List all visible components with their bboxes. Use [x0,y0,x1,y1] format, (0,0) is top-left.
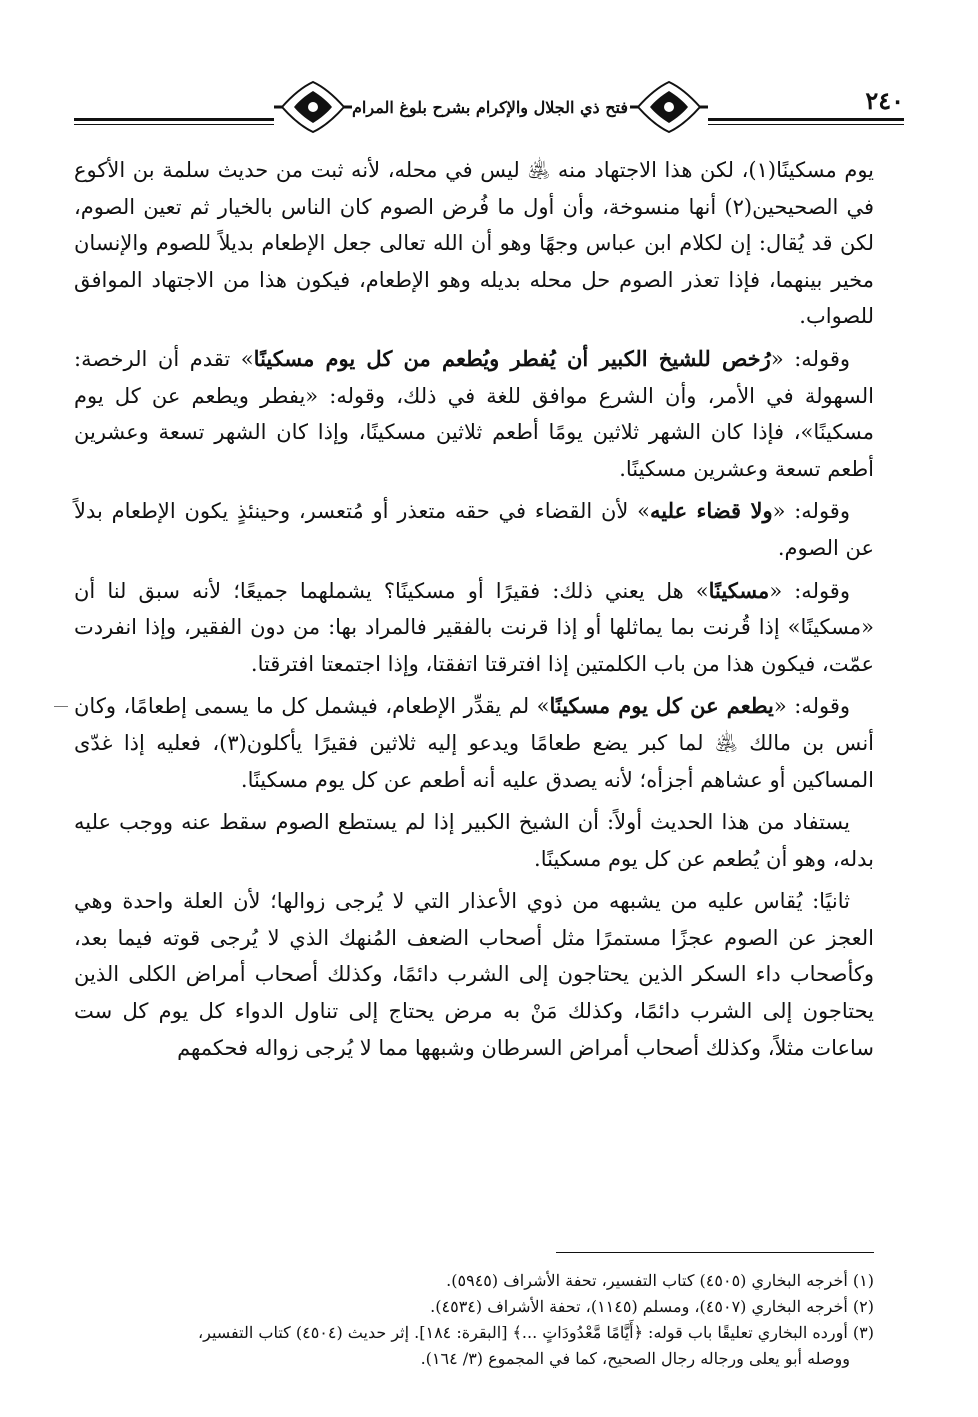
running-title: فتح ذي الجلال والإكرام بشرح بلوغ المرام [352,98,628,117]
ornament-right-icon [630,78,708,136]
header-rule-left-thin [74,124,274,125]
paragraph-5 [74,688,874,798]
footnote-2: (٢) أخرجه البخاري (٤٥٠٧)، ومسلم (١١٤٥)، تحفة الأشراف (٤٥٣٤). [430,1297,874,1316]
footnote-separator [556,1252,874,1253]
page-number: ٢٤٠ [865,86,904,115]
paragraph-3 [74,493,874,566]
footnote-3-continuation: ووصله أبو يعلى ورجاله رجال الصحيح، كما في المجموع (٣/ ١٦٤). [420,1349,850,1368]
paragraph-7: ثانيًا: يُقاس عليه من يشبهه من ذوي الأعذار التي لا يُرجى زوالها؛ لأن العلة واحدة وهي العجز عن الصوم عجزًا مستمرًا مثل أصحاب الضعف المُنهك الذي لا يُرجى قوته فيما بعد، وكأصحاب داء السكر الذين يحتاجون إلى الشرب دائمًا، وكذلك أصحاب أمراض الكلى الذين يحتاجون إلى الشرب دائمًا، وكذلك مَنْ به مرض يحتاج إلى تناول الدواء كل يوم كل ست ساعات مثلاً، وكذلك أصحاب أمراض السرطان وشبهها مما لا يُرجى زواله فحكمهم [74,889,874,1060]
quote-lead: وقوله: « [769,578,850,603]
footnotes [74,1268,874,1372]
paragraph-4 [74,573,874,683]
paragraph-2 [74,341,874,487]
ornament-left-icon [274,78,352,136]
commentary: » لم يقدِّر الإطعام، فيشمل كل ما يسمى إطعامًا، وكان أنس بن مالك ﵁ لما كبر يضع طعامًا ويدعو إليه ثلاثين فقيرًا يأكلون(٣)، فعليه إذا غدّى المساكين أو عشاهم أجزأه؛ لأنه يصدق عليه أنه أطعم عن كل يوم مسكينًا. [74,694,874,792]
footnote-1: (١) أخرجه البخاري (٤٥٠٥) كتاب التفسير، تحفة الأشراف (٥٩٤٥). [446,1271,874,1290]
header-rule-left [74,118,274,121]
hadith-quote: يطعم عن كل يوم مسكينًا [549,693,774,719]
page-header [74,78,904,138]
body-text [74,152,874,1072]
hadith-quote: رُخص للشيخ الكبير أن يُفطر ويُطعم من كل يوم مسكينًا [253,345,771,371]
margin-mark [54,706,68,707]
quote-lead: وقوله: « [773,694,851,719]
header-rule-right [708,118,904,121]
quote-lead: وقوله: « [772,499,850,524]
commentary: » تقدم أن الرخصة: السهولة في الأمر، وأن الشرع موافق للغة في ذلك، وقوله: «يفطر ويطعم عن كل يوم مسكينًا»، فإذا كان الشهر ثلاثين يومًا أطعم ثلاثين مسكينًا، وإذا كان الشهر تسعة وعشرين أطعم تسعة وعشرين مسكينًا. [74,346,874,481]
header-rule-right-thin [708,124,904,125]
paragraph-1: يوم مسكينًا(١)، لكن هذا الاجتهاد منه ﵁ ليس في محله، لأنه ثبت من حديث سلمة بن الأكوع في الصحيحين(٢) أنها منسوخة، وأن أول ما فُرض الصوم كان الناس بالخيار ثم تعين الصوم، لكن قد يُقال: إن لكلام ابن عباس وجهًا وهو أن الله تعالى جعل الإطعام بديلاً للصوم والإنسان مخير بينهما، فإذا تعذر الصوم حل محله بديله وهو الإطعام، فيكون هذا من الاجتهاد الموافق للصواب. [74,158,875,329]
footnote-3: (٣) أورده البخاري تعليقًا باب قوله: ﴿أَيَّامًا مَّعْدُودَاتٍ ...﴾ [البقرة: ١٨٤]. إثر حديث (٤٥٠٤) كتاب التفسير، [197,1323,874,1342]
quote-lead: وقوله: « [770,346,850,371]
paragraph-6: يستفاد من هذا الحديث أولاً: أن الشيخ الكبير إذا لم يستطع الصوم سقط عنه ووجب عليه بدله، وهو أن يُطعم عن كل يوم مسكينًا. [74,810,874,871]
hadith-quote: مسكينًا [708,577,770,603]
commentary: » هل يعني ذلك: فقيرًا أو مسكينًا؟ يشملهما جميعًا؛ لأنه سبق لنا أن «مسكينًا» إذا قُرنت بما يماثلها أو إذا قرنت بالفقير فالمراد بها: من دون الفقير، وإذا انفردت عمّت، فيكون هذا من باب الكلمتين إذا افترقتا اتفقتا، وإذا اجتمعتا افترقتا. [74,578,874,676]
hadith-quote: ولا قضاء عليه [650,498,773,524]
commentary: » لأن القضاء في حقه متعذر أو مُتعسر، وحينئذٍ يكون الإطعام بدلاً عن الصوم. [74,499,874,560]
